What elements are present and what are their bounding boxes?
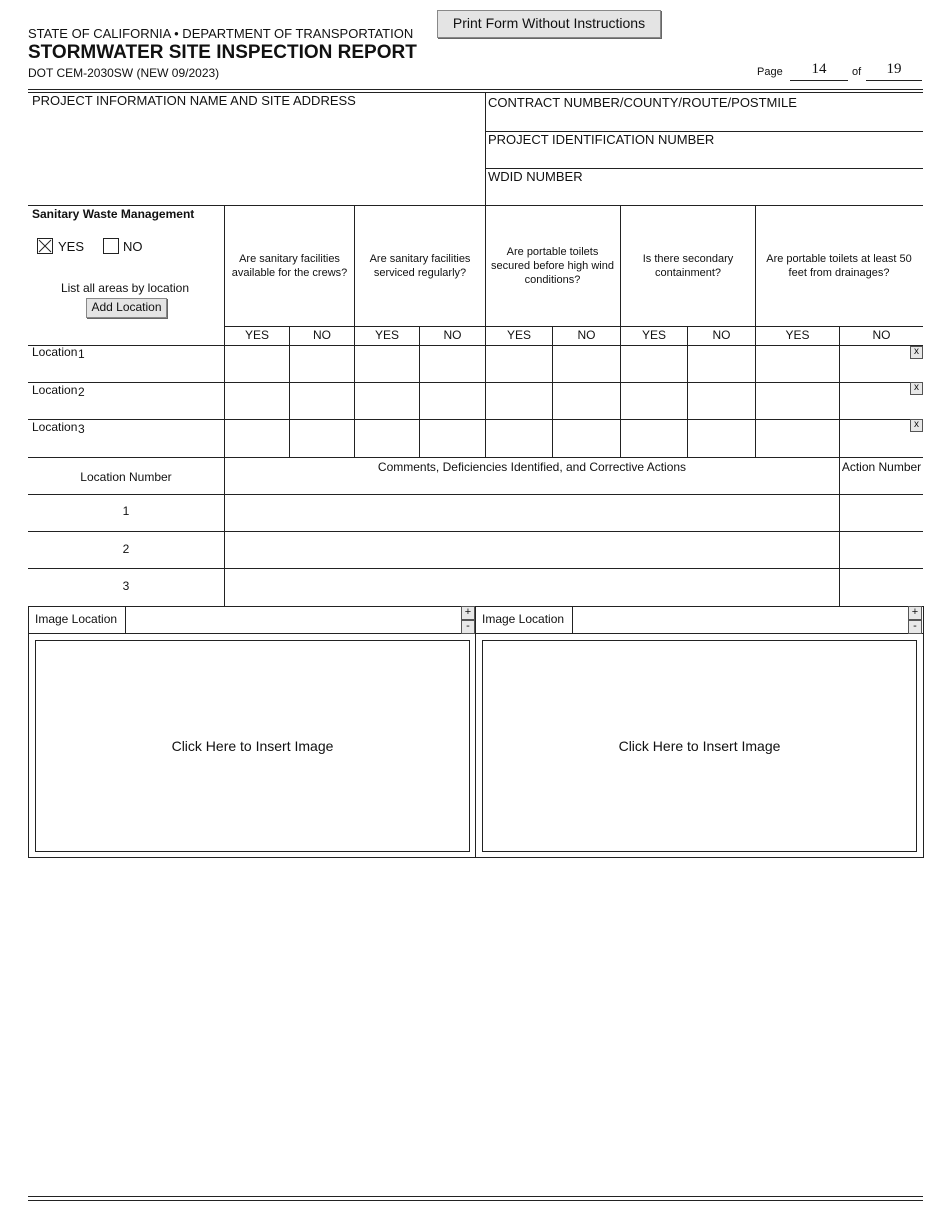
answer-cell[interactable] xyxy=(688,346,755,382)
comment-field-1[interactable] xyxy=(226,495,838,530)
comment-row-number: 1 xyxy=(122,504,130,518)
image-location-label: Image Location xyxy=(35,612,118,626)
header-rule-top xyxy=(28,89,923,90)
no-checkbox[interactable] xyxy=(103,238,119,254)
location-number: 1 xyxy=(78,347,85,361)
insert-image-left[interactable] xyxy=(35,640,470,852)
yes-checkbox[interactable] xyxy=(37,238,53,254)
plus-button[interactable]: + xyxy=(461,606,475,620)
location-number-header: Location Number xyxy=(80,470,172,484)
answer-cell[interactable] xyxy=(756,346,839,382)
answer-cell[interactable] xyxy=(486,346,552,382)
minus-button[interactable]: - xyxy=(461,620,475,634)
answer-header: YES xyxy=(244,328,269,342)
location-1-field[interactable] xyxy=(88,346,222,381)
comment-row-number: 2 xyxy=(122,542,130,556)
answer-header: YES xyxy=(506,328,531,342)
page-label: Page xyxy=(757,66,783,78)
checkmark-x-icon xyxy=(38,239,52,253)
image-location-field-left[interactable] xyxy=(127,607,459,632)
wdid-field[interactable] xyxy=(488,185,920,204)
insert-image-text: Click Here to Insert Image xyxy=(618,738,781,754)
answer-cell[interactable] xyxy=(420,346,485,382)
total-pages-field[interactable]: 19 xyxy=(866,61,922,81)
page-number-field[interactable]: 14 xyxy=(790,61,848,81)
insert-image-text: Click Here to Insert Image xyxy=(171,738,334,754)
location-label: Location xyxy=(32,420,78,434)
contract-label: CONTRACT NUMBER/COUNTY/ROUTE/POSTMILE xyxy=(488,95,797,110)
action-number-field-2[interactable] xyxy=(841,532,922,567)
yes-label: YES xyxy=(58,239,85,254)
project-info-label: PROJECT INFORMATION NAME AND SITE ADDRESS xyxy=(32,93,356,108)
action-number-header: Action Number xyxy=(841,460,922,474)
image-location-label: Image Location xyxy=(482,612,565,626)
location-label: Location xyxy=(32,383,78,397)
answer-cell[interactable] xyxy=(225,346,289,382)
question-5: Are portable toilets at least 50 feet from drainages? xyxy=(766,253,912,279)
no-label: NO xyxy=(123,239,143,254)
answer-header: NO xyxy=(577,328,596,342)
answer-header: NO xyxy=(313,328,331,342)
image-location-field-right[interactable] xyxy=(574,607,906,632)
plus-button[interactable]: + xyxy=(908,606,922,620)
of-label: of xyxy=(852,66,862,78)
delete-location-3-button[interactable]: x xyxy=(910,419,923,432)
comment-row-number: 3 xyxy=(122,579,130,593)
location-number: 3 xyxy=(78,422,85,436)
location-number: 2 xyxy=(78,385,85,399)
answer-header: YES xyxy=(785,328,810,342)
location-3-field[interactable] xyxy=(88,420,222,455)
action-number-field-3[interactable] xyxy=(841,569,922,604)
question-1: Are sanitary facilities available for the crews? xyxy=(231,253,348,279)
answer-cell[interactable] xyxy=(290,346,354,382)
question-3: Are portable toilets secured before high wind conditions? xyxy=(491,246,614,286)
question-2: Are sanitary facilities serviced regularly? xyxy=(369,253,471,279)
answer-header: NO xyxy=(712,328,731,342)
action-number-field-1[interactable] xyxy=(841,495,922,530)
agency-line: STATE OF CALIFORNIA • DEPARTMENT OF TRANSPORTATION xyxy=(28,26,414,41)
minus-button[interactable]: - xyxy=(908,620,922,634)
comment-field-2[interactable] xyxy=(226,532,838,567)
answer-header: YES xyxy=(641,328,666,342)
answer-cell[interactable] xyxy=(355,346,419,382)
print-form-button[interactable]: Print Form Without Instructions xyxy=(437,10,661,38)
delete-location-1-button[interactable]: x xyxy=(910,346,923,359)
add-location-button[interactable]: Add Location xyxy=(86,298,167,318)
project-id-field[interactable] xyxy=(488,148,920,167)
insert-image-right[interactable] xyxy=(482,640,917,852)
answer-cell[interactable] xyxy=(621,346,687,382)
footer-rule-top xyxy=(28,1196,923,1197)
question-4: Is there secondary containment? xyxy=(642,253,734,279)
section-title: Sanitary Waste Management xyxy=(32,207,195,221)
answer-header: NO xyxy=(872,328,891,342)
project-info-field[interactable] xyxy=(30,110,482,202)
answer-header: YES xyxy=(374,328,399,342)
wdid-label: WDID NUMBER xyxy=(488,169,583,184)
form-title: STORMWATER SITE INSPECTION REPORT xyxy=(28,42,417,63)
comments-header: Comments, Deficiencies Identified, and Corrective Actions xyxy=(377,460,687,474)
footer-rule-bottom xyxy=(28,1200,923,1201)
comment-field-3[interactable] xyxy=(226,569,838,604)
answer-cell[interactable] xyxy=(840,358,923,382)
form-id: DOT CEM-2030SW (NEW 09/2023) xyxy=(28,66,220,80)
location-2-field[interactable] xyxy=(88,383,222,418)
answer-cell[interactable] xyxy=(553,346,620,382)
list-areas-label: List all areas by location xyxy=(60,281,190,295)
project-id-label: PROJECT IDENTIFICATION NUMBER xyxy=(488,132,715,147)
location-label: Location xyxy=(32,345,78,359)
contract-field[interactable] xyxy=(488,111,920,130)
delete-location-2-button[interactable]: x xyxy=(910,382,923,395)
answer-header: NO xyxy=(443,328,462,342)
